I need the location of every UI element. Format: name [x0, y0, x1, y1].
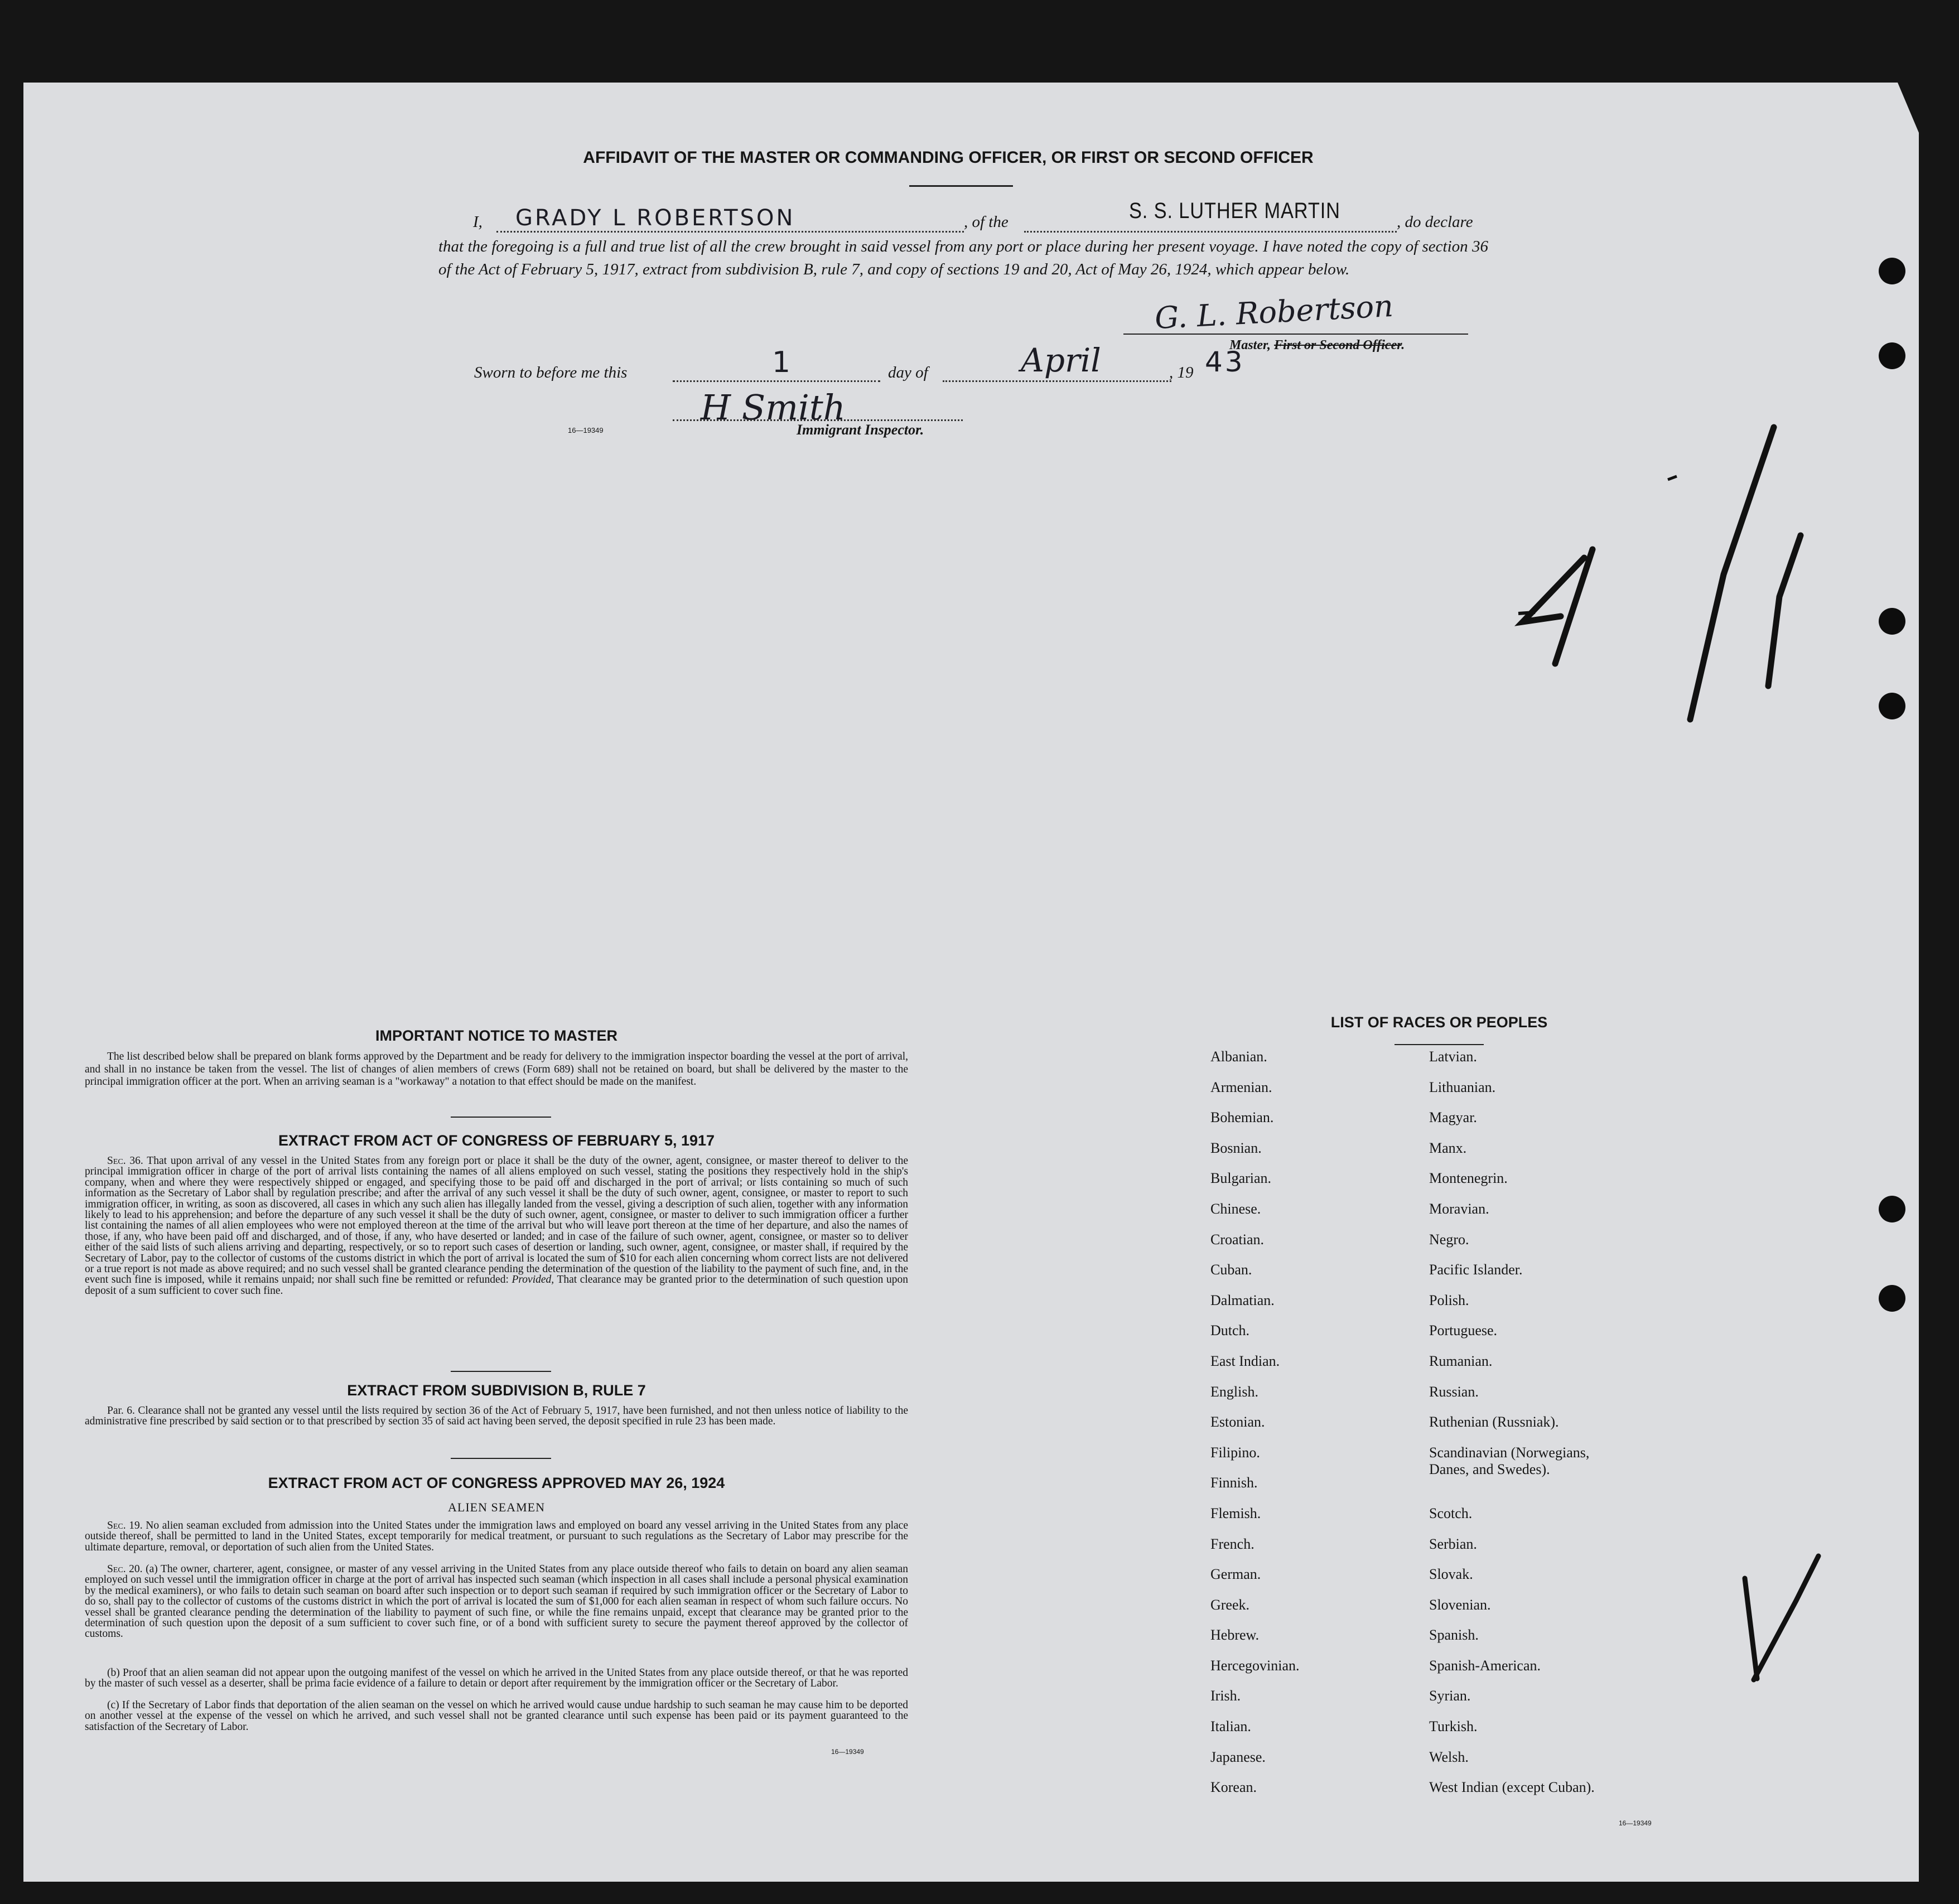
- caption-struck-officer: First or Second Officer: [1274, 338, 1402, 352]
- form-number-top: 16—19349: [568, 426, 604, 434]
- sec-20b-paragraph: (b) Proof that an alien seaman did not appear upon the outgoing manifest of the vessel on which he arrived in the United States from any place outside thereof, or that he was reported by the master of such vessel as a deserter, shall be prima facie evidence of a failure to detain or deport after requirement by the immigration officer or the Secretary of Labor.: [85, 1667, 908, 1690]
- race-item: [1429, 1475, 1701, 1505]
- race-row: [1210, 1079, 1701, 1110]
- section-rule: [451, 1371, 551, 1372]
- extract-1917-body: [85, 1156, 908, 1296]
- affidavit-i: I,: [473, 213, 482, 231]
- of-the-text: , of the: [964, 213, 1009, 231]
- race-item: Armenian.: [1210, 1079, 1272, 1095]
- race-item: Magyar.: [1429, 1109, 1477, 1126]
- race-item: West Indian (except Cuban).: [1429, 1779, 1595, 1796]
- race-item: Cuban.: [1210, 1262, 1252, 1278]
- sec-20a-text: (a) The owner, charterer, agent, consignee, or master of any vessel arriving in the United States from any place outside thereof who fails to detain on board any alien seaman employed on such vessel until the immigration officer in charge at the port of arrival has inspected such seaman (which inspection in all cases shall include a personal physical examination by the medical examiners), or who fails to detain such seaman on board after such inspection or to deport such seaman if required by such immigration officer or the Secretary of Labor to do so, shall pay to the collector of customs of the customs district in which the port of arrival is located the sum of $1,000 for each alien seaman in respect of whom such failure occurs. No vessel shall be granted clearance pending the determination of the liability to payment of such fine, or while the fine remains unpaid, except that clearance may be granted prior to the determination of such question upon the deposit of a sum sufficient to cover such fine, or of a bond with sufficient surety to secure the payment thereof approved by the collector of customs.: [85, 1563, 909, 1640]
- race-row: [1210, 1292, 1701, 1323]
- extract-1917-title: EXTRACT FROM ACT OF CONGRESS OF FEBRUARY 5, 1917: [278, 1132, 715, 1149]
- race-row: [1210, 1749, 1701, 1780]
- race-item: Syrian.: [1429, 1688, 1471, 1704]
- race-item: Hercegovinian.: [1210, 1657, 1300, 1674]
- month-line: [943, 380, 1171, 382]
- race-row: [1210, 1779, 1701, 1810]
- race-item: Spanish.: [1429, 1627, 1479, 1644]
- race-item: Korean.: [1210, 1779, 1257, 1796]
- title-rule: [909, 185, 1013, 187]
- race-row: [1210, 1688, 1701, 1718]
- race-item: Estonian.: [1210, 1414, 1265, 1431]
- race-item: Hebrew.: [1210, 1627, 1260, 1644]
- extract-rule7-title: EXTRACT FROM SUBDIVISION B, RULE 7: [347, 1382, 646, 1399]
- race-item: Filipino.: [1210, 1444, 1260, 1461]
- race-item: Montenegrin.: [1429, 1170, 1508, 1187]
- race-item: Turkish.: [1429, 1718, 1478, 1735]
- race-item: Slovenian.: [1429, 1596, 1491, 1613]
- race-item: Flemish.: [1210, 1505, 1261, 1521]
- proviso-text: That clearance may be granted prior to the determination of such question upon deposit of a sum sufficient to cover such fine.: [85, 1274, 908, 1297]
- day-line: [673, 380, 880, 382]
- race-item: Finnish.: [1210, 1475, 1258, 1491]
- punch-hole: [1879, 258, 1905, 284]
- race-row: [1210, 1048, 1701, 1079]
- race-item: Portuguese.: [1429, 1322, 1498, 1339]
- form-number-extract: 16—19349: [831, 1748, 864, 1756]
- race-row: [1210, 1597, 1701, 1627]
- race-item: Welsh.: [1429, 1748, 1469, 1765]
- master-signature: G. L. Robertson: [1154, 288, 1395, 336]
- race-item: Pacific Islander.: [1429, 1262, 1523, 1278]
- sec-20a-paragraph: [85, 1564, 908, 1640]
- race-row: [1210, 1384, 1701, 1414]
- inspector-signature: H Smith: [701, 387, 846, 428]
- inspector-line: [673, 419, 963, 421]
- sec-19-text: No alien seaman excluded from admission into the United States under the immigration laws and employed on board any vessel arriving in the United States from any place outside thereof, shall be permitted to land in the United States, except temporarily for medical treatment, or pursuant to such regulations as the Secretary of Labor may prescribe for the ultimate departure, removal, or deportation of such alien from the United States.: [85, 1520, 908, 1553]
- race-item: Croatian.: [1210, 1231, 1265, 1248]
- race-item: Scandinavian (Norwegians, Danes, and Swedes).: [1429, 1444, 1590, 1477]
- race-item: Bohemian.: [1210, 1109, 1274, 1126]
- race-row: [1210, 1353, 1701, 1384]
- race-row: [1210, 1140, 1701, 1171]
- form-number-races: 16—19349: [1619, 1819, 1652, 1827]
- affidavit-title: AFFIDAVIT OF THE MASTER OR COMMANDING OFFICER, OR FIRST OR SECOND OFFICER: [583, 148, 1314, 167]
- section-rule: [451, 1458, 551, 1459]
- inspector-caption: Immigrant Inspector.: [797, 422, 924, 438]
- caption-master: Master,: [1229, 338, 1271, 352]
- race-row: [1210, 1475, 1701, 1505]
- race-item: East Indian.: [1210, 1352, 1280, 1369]
- race-item: Albanian.: [1210, 1048, 1267, 1065]
- race-row: [1210, 1536, 1701, 1567]
- signature-caption: [1229, 338, 1405, 353]
- extract-1924-title: EXTRACT FROM ACT OF CONGRESS APPROVED MAY 26, 1924: [268, 1475, 725, 1491]
- races-list: [1210, 1048, 1701, 1810]
- race-item: Slovak.: [1429, 1566, 1473, 1583]
- race-item: French.: [1210, 1535, 1254, 1552]
- races-title: LIST OF RACES OR PEOPLES: [1330, 1014, 1548, 1031]
- race-item: Lithuanian.: [1429, 1079, 1496, 1095]
- signature-line: [1123, 334, 1468, 335]
- race-item: Scotch.: [1429, 1505, 1473, 1521]
- name-line: [496, 231, 964, 233]
- races-rule: [1395, 1044, 1484, 1045]
- race-row: [1210, 1231, 1701, 1262]
- race-item: Manx.: [1429, 1139, 1467, 1156]
- race-row: [1210, 1414, 1701, 1444]
- caption-period: .: [1401, 338, 1405, 352]
- sworn-month: April: [1021, 341, 1101, 379]
- handwritten-4-1-mark: [1506, 424, 1818, 736]
- race-item: Polish.: [1429, 1292, 1469, 1308]
- race-item: Moravian.: [1429, 1200, 1489, 1217]
- handwritten-x-mark: [1735, 1550, 1830, 1684]
- section-rule: [451, 1117, 551, 1118]
- race-item: Rumanian.: [1429, 1352, 1493, 1369]
- race-row: [1210, 1201, 1701, 1231]
- vessel-name: S. S. LUTHER MARTIN: [1129, 199, 1340, 223]
- sec-20c-paragraph: (c) If the Secretary of Labor finds that deportation of the alien seaman on the vessel on which he arrived would cause undue hardship to such seaman he may cause him to be deported on another vessel at the expense of the vessel on which he arrived, and such vessel shall not be granted clearance until such expense has been paid or its payment guaranteed to the satisfaction of the Secretary of Labor.: [85, 1699, 908, 1733]
- punch-hole: [1879, 608, 1905, 635]
- race-item: Dalmatian.: [1210, 1292, 1275, 1308]
- sworn-text: Sworn to before me this: [474, 364, 628, 381]
- race-row: [1210, 1262, 1701, 1292]
- race-item: Latvian.: [1429, 1048, 1477, 1065]
- race-item: Russian.: [1429, 1383, 1479, 1400]
- master-name: GRADY L ROBERTSON: [515, 205, 795, 231]
- race-row: [1210, 1170, 1701, 1201]
- race-row: [1210, 1505, 1701, 1536]
- race-item: Spanish-American.: [1429, 1657, 1541, 1674]
- race-item: Dutch.: [1210, 1322, 1250, 1339]
- race-item: Negro.: [1429, 1231, 1469, 1248]
- race-item: Greek.: [1210, 1596, 1250, 1613]
- notice-title: IMPORTANT NOTICE TO MASTER: [375, 1027, 617, 1044]
- race-row: [1210, 1566, 1701, 1597]
- punch-hole: [1879, 342, 1905, 369]
- race-item: Ruthenian (Russniak).: [1429, 1414, 1559, 1431]
- sec-19-label: Sec. 19.: [107, 1520, 143, 1531]
- race-item: Irish.: [1210, 1688, 1241, 1704]
- day-of-text: day of: [888, 364, 928, 381]
- proviso-label: Provided,: [512, 1274, 554, 1286]
- sec-20-label: Sec. 20.: [107, 1563, 143, 1575]
- extract-rule7-body: Par. 6. Clearance shall not be granted any vessel until the lists required by section 36 of the Act of February 5, 1917, have been furnished, and not then unless notice of liability to the administrative fine prescribed by said section or to that prescribed by section 35 of said act having been served, the deposit specified in rule 23 has been made.: [85, 1405, 908, 1428]
- race-row: [1210, 1657, 1701, 1688]
- race-row: [1210, 1718, 1701, 1749]
- race-row: [1210, 1444, 1701, 1475]
- vessel-line: [1024, 231, 1397, 233]
- race-item: Serbian.: [1429, 1535, 1477, 1552]
- year-suffix: 43: [1205, 346, 1245, 378]
- race-row: [1210, 1109, 1701, 1140]
- race-item: Bosnian.: [1210, 1139, 1262, 1156]
- sec-36-text: That upon arrival of any vessel in the United States from any foreign port or place it shall be the duty of the owner, agent, consignee, or master thereof to deliver to the principal immigration officer in charge of the port of arrival lists containing the names of all aliens employed on such vessel, stating the positions they respectively hold in the ship's company, when and where they were respectively shipped or engaged, and specifying those to be paid off and discharged in the port of arrival; or lists containing so much of such information as the Secretary of Labor shall by regulation prescribe; and after the arrival of any such vessel it shall be the duty of such owner, agent, consignee, or master to report to such immigration officer, in writing, as soon as discovered, all cases in which any such alien has illegally landed from the vessel, giving a description of such alien, together with any information likely to lead to his apprehension; and before the departure of any such vessel it shall be the duty of such owner, agent, consignee, or master to deliver to such immigration officer a further list containing the names of all alien employees who were not employed thereon at the time of the arrival but who will leave port thereon at the time of her departure, and also the names of those, if any, who have been paid off and discharged, and of those, if any, who have deserted or landed; and in case of the failure of such owner, agent, consignee, or master so to deliver either of the said lists of such aliens arriving and departing, respectively, or so to report such cases of desertion or landing, such owner, agent, consignee, or master shall, if required by the Secretary of Labor, pay to the collector of customs of the customs district in which the port of arrival is located the sum of $10 for each alien concerning whom correct lists are not delivered or a true report is not made as above required; and no such vessel shall be granted clearance pending the determination of the question of the liability to the payment of such fine, and, in the event such fine is imposed, while it remains unpaid; nor shall such fine be remitted or refunded:: [85, 1155, 908, 1286]
- alien-seamen-subtitle: ALIEN SEAMEN: [448, 1500, 545, 1514]
- race-row: [1210, 1322, 1701, 1353]
- sec-36-label: Sec. 36.: [107, 1155, 143, 1167]
- notice-body: The list described below shall be prepared on blank forms approved by the Department and be ready for delivery to the immigration inspector boarding the vessel at the port of arrival, and shall in no instance be taken from the vessel. The list of changes of alien members of crews (Form 689) shall not be retained on board, but shall be delivered by the master to the principal immigration officer at the port. When an arriving seaman is a "workaway" a notation to that effect should be made on the manifest.: [85, 1051, 908, 1088]
- punch-hole: [1879, 1196, 1905, 1222]
- affidavit-body: that the foregoing is a full and true list of all the crew brought in said vessel from any port or place during her present voyage. I have noted the copy of section 36 of the Act of February 5, 1917, extract from subdivision B, rule 7, and copy of sections 19 and 20, Act of May 26, 1924, which appear below.: [438, 238, 1488, 278]
- declare-text: , do declare: [1397, 213, 1473, 231]
- race-item: Bulgarian.: [1210, 1170, 1272, 1187]
- race-row: [1210, 1627, 1701, 1657]
- sworn-day: 1: [772, 346, 791, 379]
- race-item: Chinese.: [1210, 1200, 1261, 1217]
- year-prefix: , 19: [1169, 364, 1194, 381]
- race-item: German.: [1210, 1566, 1261, 1583]
- punch-hole: [1879, 693, 1905, 719]
- sec-19-paragraph: [85, 1520, 908, 1553]
- punch-hole: [1879, 1285, 1905, 1312]
- race-item: Japanese.: [1210, 1748, 1266, 1765]
- race-item: Italian.: [1210, 1718, 1251, 1735]
- race-item: English.: [1210, 1383, 1258, 1400]
